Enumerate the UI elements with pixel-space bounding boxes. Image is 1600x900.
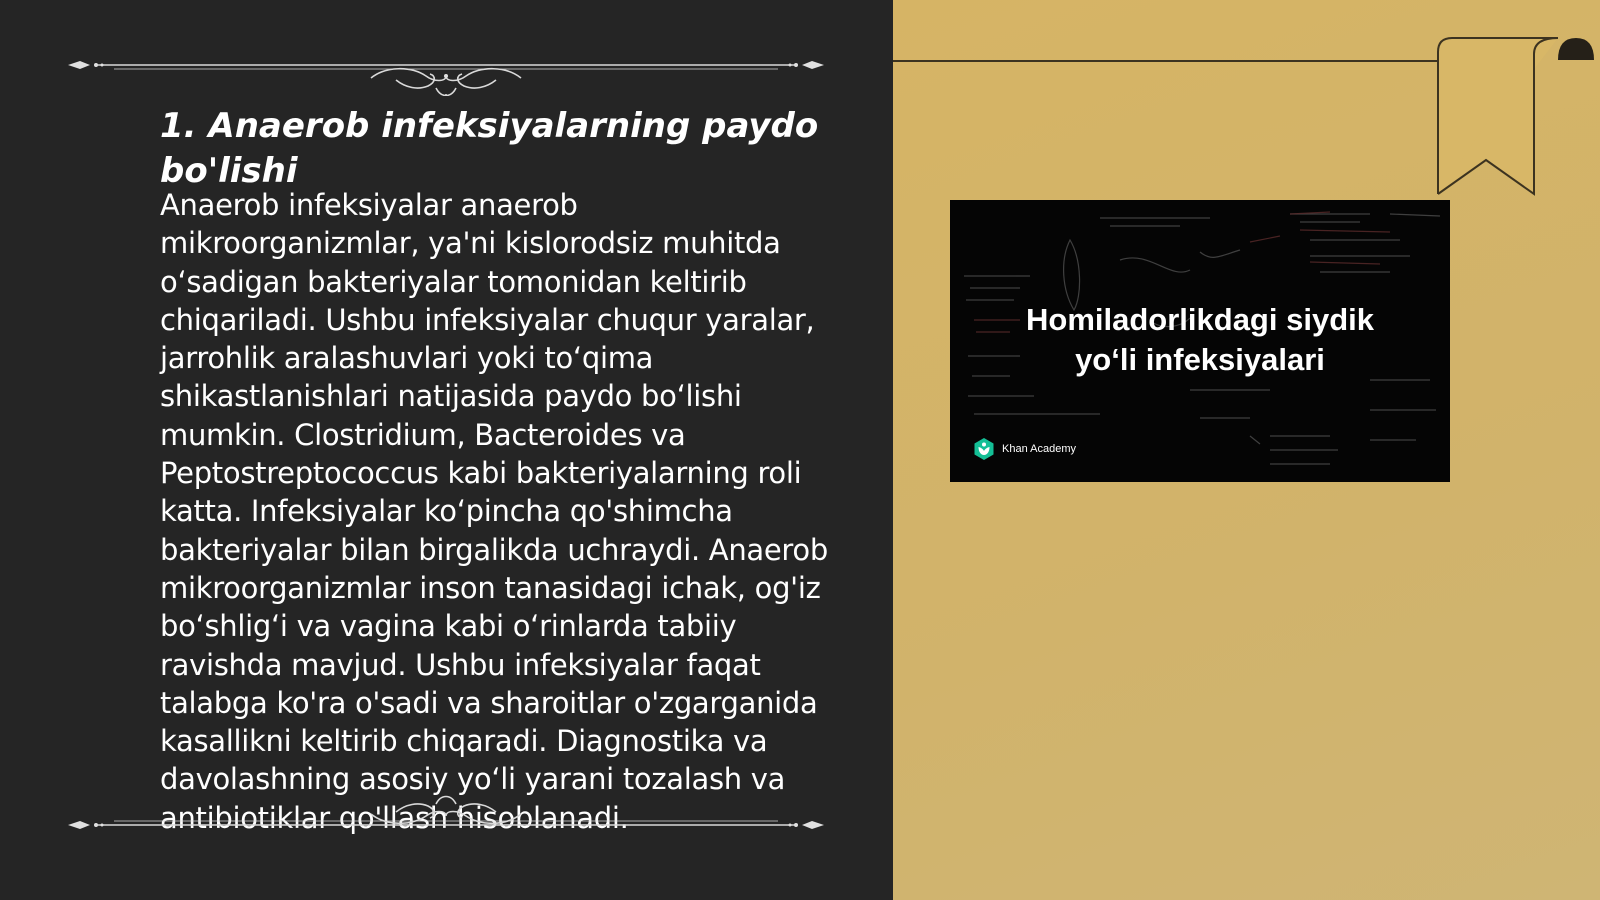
video-thumbnail[interactable] [950,200,1450,482]
video-title-line-2: yo‘li infeksiyalari [1075,342,1325,377]
slide-title: 1. Anaerob infeksiyalarning paydo bo'lishi [160,106,819,191]
horizontal-rule [893,60,1438,62]
khan-academy-leaf-icon [972,437,996,461]
bottom-ornament-divider-icon [66,778,826,838]
slide-body-text: Anaerob infeksiyalar anaerob mikroorganizmlar, ya'ni kislorodsiz muhitda o‘sadigan bakteriyalar tomonidan keltirib chiqariladi. Ushbu infeksiyalar chuqur yaralar, jarrohlik aralashuvlari yoki to‘qima shikastlanishlari natijasida paydo bo‘lishi mumkin. Clostridium, Bacteroides va Peptostreptococcus kabi bakteriyalarning roli katta. Infeksiyalar ko‘pincha qo'shimcha bakteriyalar bilan birgalikda uchraydi. Anaerob mikroorganizmlar inson tanasidagi ichak, og'iz bo‘shlig‘i va vagina kabi o‘rinlarda tabiiy ravishda mavjud. Ushbu infeksiyalar faqat talabga ko'ra o'sadi va sharoitlar o'zgarganida kasallikni keltirib chiqaradi. Diagnostika va davolashning asosiy yo‘li yarani tozalash va antibiotiklar qo'llash hisoblanadi. [160,188,828,835]
video-title [950,300,1450,380]
slide-media-panel [893,0,1600,900]
video-title-line-1: Homiladorlikdagi siydik [1026,302,1374,337]
top-ornament-divider-icon [66,36,826,96]
bookmark-ribbon-icon [1436,34,1600,204]
khan-academy-brand [972,436,1076,462]
brand-name: Khan Academy [1002,443,1076,455]
